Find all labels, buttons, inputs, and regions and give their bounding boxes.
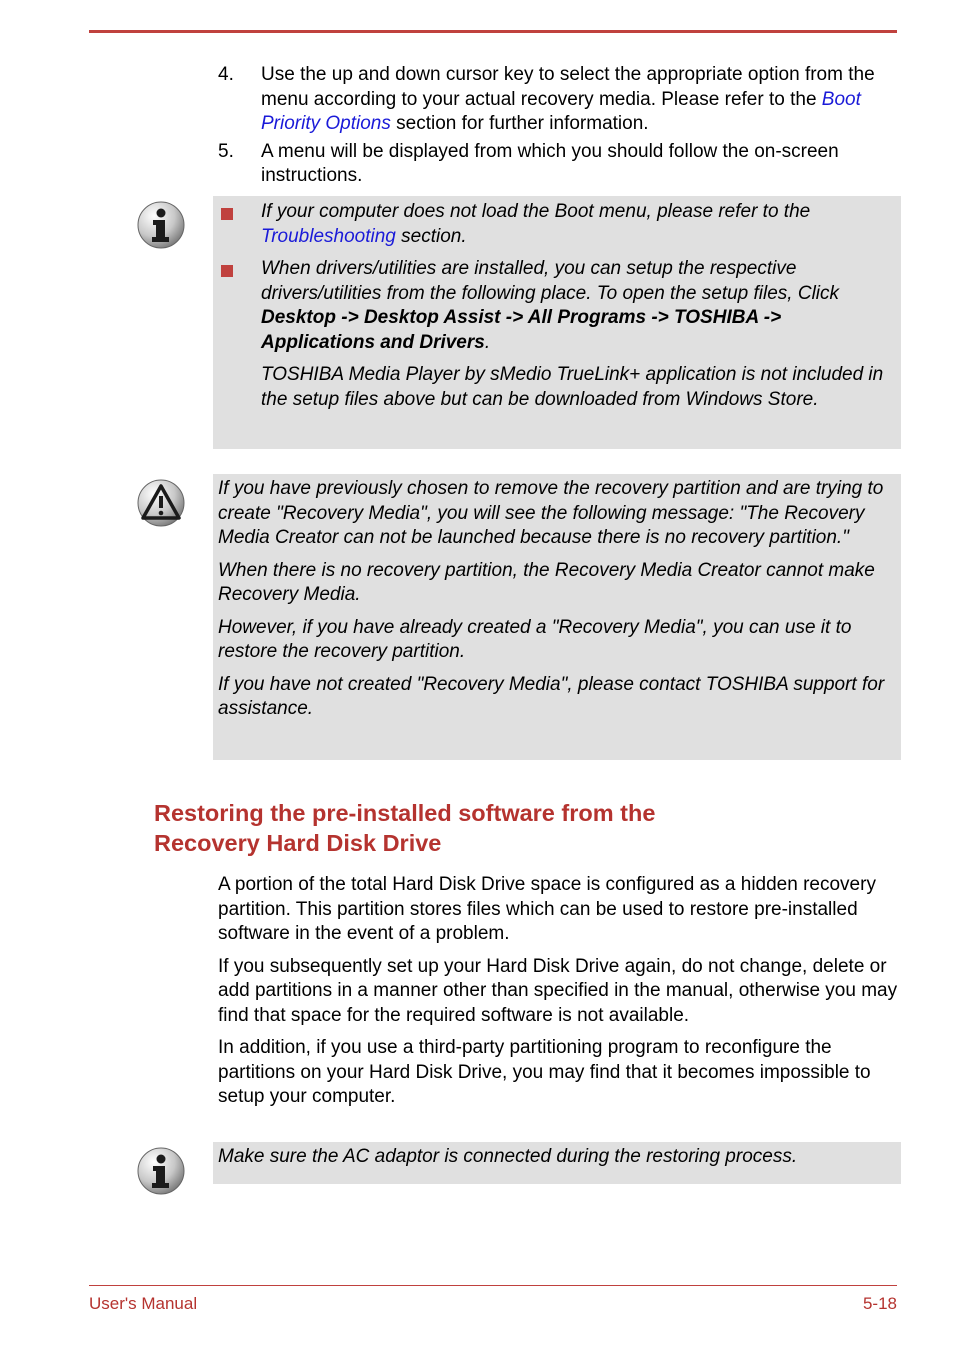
info-icon: [136, 1146, 186, 1196]
body-paragraph: In addition, if you use a third-party partitioning program to reconfigure the partitions on your Hard Disk Drive, you may find that it becomes impossible to setup your computer.: [218, 1037, 871, 1107]
bullet-square-icon: [221, 208, 233, 220]
body-paragraph: If you subsequently set up your Hard Disk Drive again, do not change, delete or add partitions in a manner other than specified in the manual, otherwise you may find that space for the required software is not available.: [218, 955, 898, 1026]
note-paragraph: If you have previously chosen to remove the recovery partition and are trying to create "Recovery Media", you will see the following message: "The Recovery Media Creator can not be launched because there is no recovery partition.": [218, 478, 884, 548]
troubleshooting-link[interactable]: Troubleshooting: [261, 225, 396, 247]
bullet-text: [261, 200, 891, 249]
note-paragraph: Make sure the AC adaptor is connected during the restoring process.: [218, 1146, 798, 1167]
boot-priority-options-link[interactable]: Boot Priority Options: [261, 88, 861, 134]
step-number: 4.: [218, 64, 234, 85]
warning-icon: [136, 478, 186, 528]
step-4: [218, 63, 908, 137]
menu-path: Desktop -> Desktop Assist -> All Programs -> TOSHIBA -> Applications and Drivers: [261, 307, 782, 353]
bullet-square-icon: [221, 265, 233, 277]
section-heading: [154, 798, 854, 858]
step-number: 5.: [218, 140, 234, 162]
step-5: [218, 140, 908, 189]
bullet-text-part: section.: [395, 225, 467, 247]
warning-note-recovery-partition: [213, 474, 901, 760]
info-note-boot-menu: [213, 196, 901, 449]
heading-line-1: Restoring the pre-installed software from the: [154, 800, 656, 826]
heading-line-2: Recovery Hard Disk Drive: [154, 830, 442, 856]
info-note-ac-adaptor: [213, 1142, 901, 1184]
step-text-part: section for further information.: [390, 113, 649, 134]
bullet-text-part: If your computer does not load the Boot menu, please refer to the: [261, 201, 811, 222]
note-paragraph: When there is no recovery partition, the Recovery Media Creator cannot make Recovery Media.: [218, 559, 875, 605]
section-body: [218, 873, 908, 1118]
note-paragraph: However, if you have already created a "Recovery Media", you can use it to restore the recovery partition.: [218, 616, 852, 662]
step-text: A menu will be displayed from which you should follow the on-screen instructions.: [261, 140, 839, 186]
note-bullet: [213, 200, 901, 249]
info-icon: [136, 200, 186, 250]
bottom-rule: [89, 1285, 897, 1286]
note-paragraph: If you have not created "Recovery Media", please contact TOSHIBA support for assistance.: [218, 673, 885, 719]
page-number: 5-18: [862, 1294, 897, 1313]
numbered-steps: [218, 63, 908, 192]
step-text-part: Use the up and down cursor key to select the appropriate option from the menu according to your actual recovery media. Please refer to the: [261, 64, 875, 110]
body-paragraph: A portion of the total Hard Disk Drive space is configured as a hidden recovery partition. This partition stores files which can be used to restore pre-installed software in the event of a problem.: [218, 874, 876, 944]
bullet-text-part: When drivers/utilities are installed, you can setup the respective drivers/utilities from the following place. To open the setup files, Click: [261, 258, 840, 304]
note-sub-text: TOSHIBA Media Player by sMedio TrueLink+ application is not included in the setup files above but can be downloaded from Windows Store.: [261, 364, 884, 410]
step-text: [261, 63, 901, 137]
bullet-text: [261, 257, 891, 355]
note-bullet: [213, 257, 901, 355]
bullet-text-part: .: [484, 331, 491, 353]
footer-title: User's Manual: [89, 1294, 198, 1313]
top-rule: [89, 30, 897, 33]
